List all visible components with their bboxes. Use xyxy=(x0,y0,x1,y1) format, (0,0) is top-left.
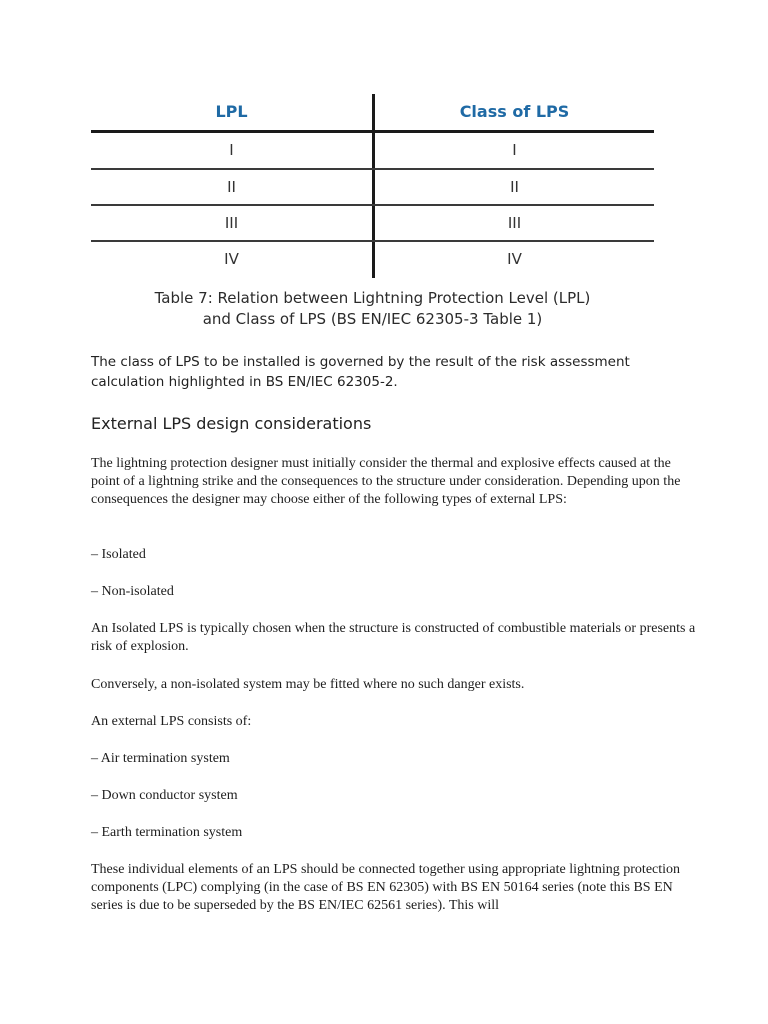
table-row-rule xyxy=(91,168,654,170)
paragraph-external-lps-consists: An external LPS consists of: xyxy=(91,714,252,729)
table-cell-class: III xyxy=(507,214,522,232)
table-header-rule xyxy=(91,130,654,133)
list-item-non-isolated: – Non-isolated xyxy=(91,584,174,599)
table-cell-lpl: II xyxy=(227,178,236,196)
table-row-rule xyxy=(91,240,654,242)
table-caption-line-1: Table 7: Relation between Lightning Protection Level (LPL) xyxy=(154,289,591,307)
intro-paragraph: The class of LPS to be installed is governed by the result of the risk assessment calculation highlighted in BS EN/IEC 62305-2. xyxy=(91,354,630,390)
paragraph-lpc-components: These individual elements of an LPS should be connected together using appropriate lightning protection components (LPC) complying (in the case of BS EN 62305) with BS EN 50164 series (note this BS EN series is due to be superseded by the BS EN/IEC 62561 series). This will xyxy=(91,862,681,913)
table-header-lpl: LPL xyxy=(215,102,248,121)
list-item-down-conductor: – Down conductor system xyxy=(91,788,238,803)
list-item-air-termination: – Air termination system xyxy=(91,751,230,766)
table-row-rule xyxy=(91,204,654,206)
table-caption xyxy=(91,288,654,330)
table-cell-lpl: I xyxy=(229,141,234,159)
table-cell-class: IV xyxy=(507,250,522,268)
list-item-earth-termination: – Earth termination system xyxy=(91,825,243,840)
table-cell-class: I xyxy=(512,141,517,159)
paragraph-non-isolated-system: Conversely, a non-isolated system may be fitted where no such danger exists. xyxy=(91,677,525,692)
paragraph-isolated-lps: An Isolated LPS is typically chosen when the structure is constructed of combustible materials or presents a risk of explosion. xyxy=(91,621,696,654)
lpl-class-table xyxy=(91,92,654,278)
table-cell-class: II xyxy=(510,178,519,196)
list-item-isolated: – Isolated xyxy=(91,547,146,562)
table-cell-lpl: IV xyxy=(224,250,239,268)
table-header-class-of-lps: Class of LPS xyxy=(459,102,570,121)
table-caption-line-2: and Class of LPS (BS EN/IEC 62305-3 Table 1) xyxy=(202,310,543,328)
section-heading: External LPS design considerations xyxy=(91,414,372,433)
paragraph-designer-considerations: The lightning protection designer must initially consider the thermal and explosive effects caused at the point of a lightning strike and the consequences to the structure under consideration. Depending upon the consequences the designer may choose either of the following types of external LPS: xyxy=(91,456,681,507)
table-cell-lpl: III xyxy=(224,214,239,232)
